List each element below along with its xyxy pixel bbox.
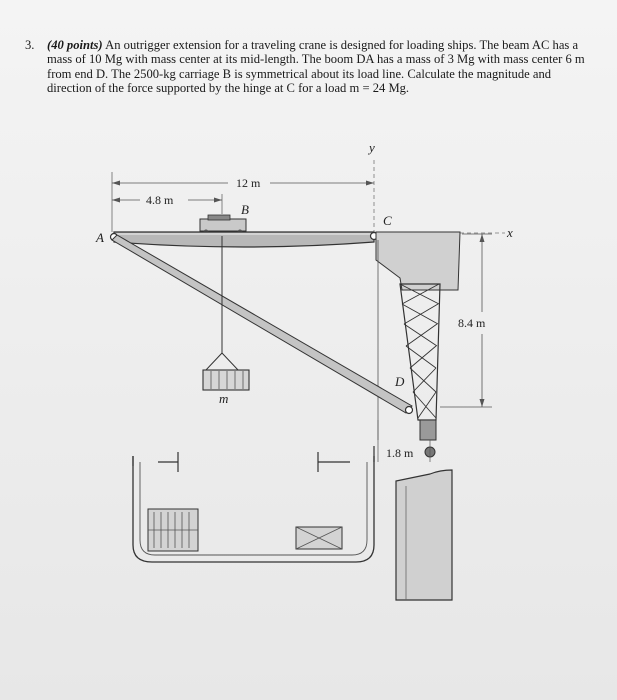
y-axis-label: y <box>369 140 375 155</box>
carriage-b-top <box>208 215 230 220</box>
x-axis-label: x <box>507 225 513 240</box>
carriage-b <box>200 219 246 231</box>
boom-da <box>112 235 412 413</box>
ship-bollard-right <box>318 446 374 472</box>
load-m <box>203 370 249 390</box>
load-sling <box>205 353 239 371</box>
problem-points: (40 points) <box>47 38 103 52</box>
problem-text: An outrigger extension for a traveling crane is designed for loading ships. The beam AC has a mass of 10 Mg with mass center at its mid-length. The boom DA has a mass of 3 Mg with mass center 6 m from end D. The 2500-kg carriage B is symmetrical about its load line. Calculate the magnitude and direction of the force supported by the hinge at C for a load m = 24 Mg. <box>47 38 585 96</box>
dim-48m-arrow-left <box>112 198 120 203</box>
dim-84m-arrow-bottom <box>480 399 485 407</box>
label-c: C <box>383 213 392 228</box>
label-m: m <box>219 391 229 406</box>
dim-48m-arrow-right <box>214 198 222 203</box>
label-d: D <box>395 374 405 389</box>
dim-12m-label: 12 m <box>236 176 261 190</box>
problem-number: 3. <box>25 38 35 52</box>
label-b: B <box>241 202 249 217</box>
label-a: A <box>96 230 104 245</box>
dim-84m-label: 8.4 m <box>458 316 486 330</box>
dim-18m-label: 1.8 m <box>386 446 414 460</box>
dim-12m-arrow-left <box>112 181 120 186</box>
tower-lattice-braces <box>400 284 439 418</box>
cargo-crate-right <box>296 527 342 549</box>
tower-base <box>420 420 436 440</box>
dock-pier <box>396 470 452 600</box>
hinge-d <box>406 407 413 414</box>
tower-head <box>376 232 460 290</box>
dim-48m-label: 4.8 m <box>146 193 174 207</box>
dim-84m-arrow-top <box>480 234 485 242</box>
dim-12m-arrow-right <box>366 181 374 186</box>
cargo-crate-left <box>148 509 198 551</box>
